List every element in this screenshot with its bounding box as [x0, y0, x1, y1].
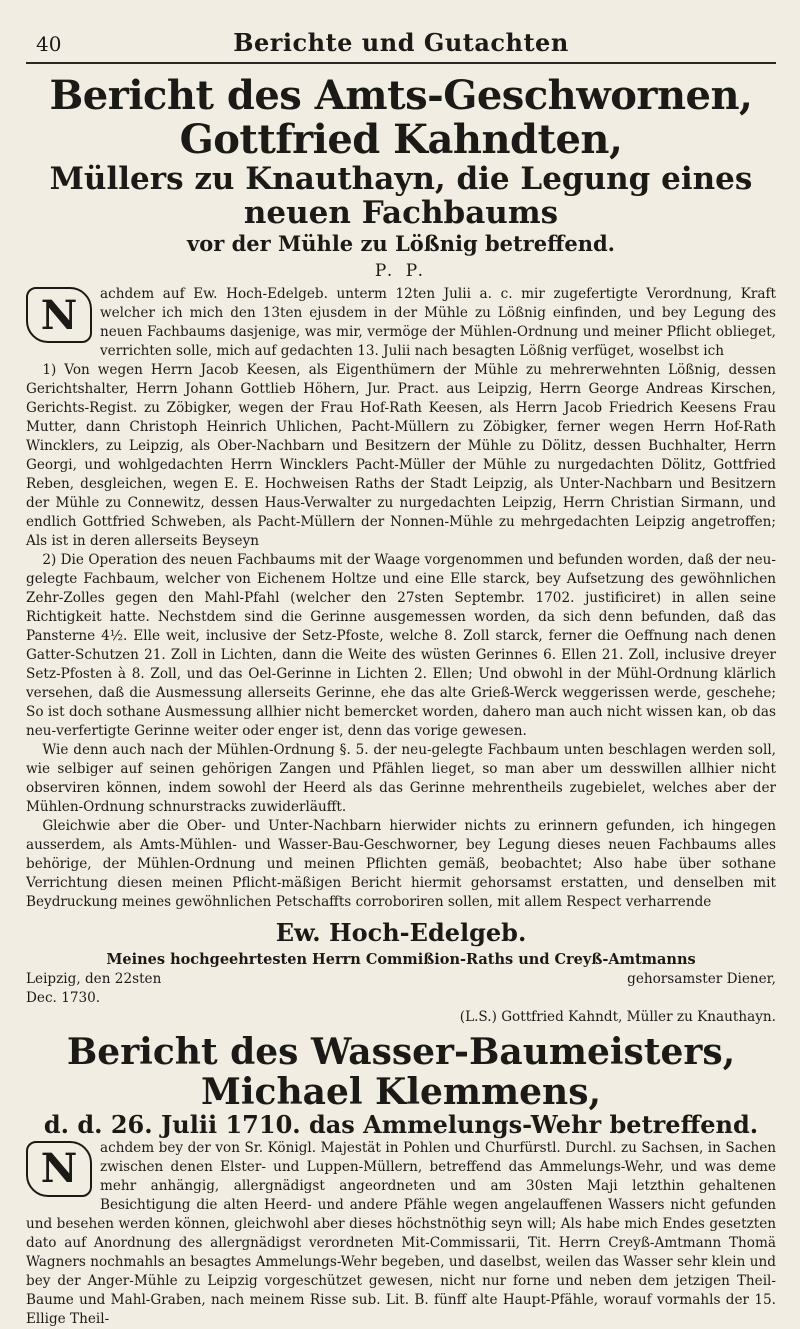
dropcap: N [26, 1141, 92, 1197]
ornament: P. P. [374, 261, 428, 282]
report1-title-line2: Müllers zu Knauthayn, die Legung eines neuen Fachbaums [49, 161, 753, 232]
report2-title [26, 1033, 776, 1139]
dropcap: N [26, 287, 92, 343]
report1-signoff: gehorsamster Diener, [627, 971, 776, 988]
running-title: Berichte und Gutachten [233, 28, 569, 57]
page-number: 40 [36, 32, 62, 56]
report1-title-line3: vor der Mühle zu Lößnig betreffend. [187, 231, 615, 257]
report1-point2: 2) Die Operation des neuen Fachbaums mit der Waage vorgenommen und befunden worden, daß der neu-gelegte Fachbaum, welcher von Eichenem Holtze und eine Elle starck, bey Aufsetzung des gewöhnlichen Zehr-Zolles gegen den Mahl-Pfahl (welcher den 27sten Septembr. 1702. justificiret) in allen seine Richtigkeit hatte. Nechstdem sind die Gerinne ausgemessen worden, da sich denn befunden, daß das Pansterne 4½. Elle weit, inclusive der Setz-Pfoste, welche 8. Zoll starck, ferner die Oeffnung nach denen Gatter-Schutzen 21. Zoll in Lichten, dann die Weite des wüsten Gerinnes 6. Ellen 21. Zoll, inclusive dreyer Setz-Pfosten à 8. Zoll, und das Oel-Gerinne in Lichten 2. Ellen; Und obwohl in der Mühl-Ordnung klärlich versehen, daß die Ausmessung allerseits Gerinne, ehe das alte Grieß-Werck weggerissen werde, geschehe; So ist doch sothane Ausmessung allhier nicht bemercket worden, dahero man auch nicht wissen kan, ob das neu-verfertigte Gerinne weiter oder enger ist, denn das vorige gewesen. [26, 552, 776, 740]
report1-closing: Ew. Hoch-Edelgeb. [275, 918, 527, 948]
report1-intro-text: achdem auf Ew. Hoch-Edelgeb. unterm 12ten Julii a. c. mir zugefertigte Verordnung, Kraft welcher ich mich den 13ten ejusdem in der Mühle zu Lößnig einfinden, und bey Legung des neuen Fachbaums dasjenige, was mir, vermöge der Mühlen-Ordnung und meiner Pflicht oblieget, verrichten solle, mich auf gedachten 13. Julii nach besagten Lößnig verfüget, woselbst ich [100, 286, 776, 360]
report1-title [26, 74, 776, 255]
report1-signature: (L.S.) Gottfried Kahndt, Müller zu Knauthayn. [459, 1009, 776, 1026]
report1-para4: Gleichwie aber die Ober- und Unter-Nachbarn hierwider nichts zu erinnern gefunden, ich hingegen ausserdem, als Amts-Mühlen- und Wasser-Bau-Geschworner, bey Legung dieses neuen Fachbaums alles behörige, der Mühlen-Ordnung und meinen Pflichten gemäß, beobachtet; Also habe über sothane Verrichtung diesen meinen Pflicht-mäßigen Bericht hiermit gehorsamst erstatten, und denselben mit Beydruckung meines gewöhnlichen Petschaffts corroboriren sollen, mit allem Respect verharrende [26, 818, 776, 911]
report1-salutation: Meines hochgeehrtesten Herrn Commißion-Raths und Creyß-Amtmanns [106, 951, 696, 969]
report1-point1: 1) Von wegen Herrn Jacob Keesen, als Eigenthümern der Mühle zu mehrerwehnten Lößnig, dessen Gerichtshalter, Herrn Johann Gottlieb Höhern, Jur. Pract. aus Leipzig, Herrn George Andreas Kirschen, Gerichts-Regist. zu Zöbigker, wegen der Frau Hof-Rath Keesen, als Herrn Jacob Friedrich Keesens Frau Mutter, dann Christoph Heinrich Uhlichen, Pacht-Müllern zu Zöbigker, ferner wegen Herrn Hof-Rath Wincklers, zu Leipzig, als Ober-Nachbarn und Besitzern der Mühle zu Dölitz, dessen Buchhalter, Herrn Georgi, und wohlgedachten Herrn Wincklers Pacht-Müller der Mühle zu nurgedachten Dölitz, Gottfried Reben, desgleichen, wegen E. E. Hochweisen Raths der Stadt Leipzig, als Unter-Nachbarn und Besitzern der Mühle zu Connewitz, dessen Haus-Verwalter zu nurgedachten Leipzig, Herrn Christian Sirmann, und endlich Gottfried Schweben, als Pacht-Müllern der Nonnen-Mühle zu mehrgedachten Leipzig angetroffen; Als ist in deren allerseits Beyseyn [26, 362, 776, 550]
report1-title-line1: Bericht des Amts-Geschwornen, Gottfried Kahndten, [49, 72, 753, 163]
report2-title-line1: Bericht des Wasser-Baumeisters, Michael Klemmens, [66, 1031, 736, 1113]
report2-title-line2: d. d. 26. Julii 1710. das Ammelungs-Wehr betreffend. [43, 1110, 759, 1140]
report1-signature-row [26, 1008, 776, 1027]
report1-para3: Wie denn auch nach der Mühlen-Ordnung §. 5. der neu-gelegte Fachbaum unten beschlagen werden soll, wie selbiger auf seinen gehörigen Zangen und Pfählen lieget, so man aber um desswillen allhier nicht observiren können, indem sowohl der Heerd als das Gerinne mehrentheils zugebielet, welches aber der Mühlen-Ordnung schnurstracks zuwiderläufft. [26, 742, 776, 816]
running-head [26, 28, 776, 64]
report2-body-text: achdem bey der von Sr. Königl. Majestät in Pohlen und Churfürstl. Durchl. zu Sachsen, in Sachen zwischen denen Elster- und Luppen-Müllern, betreffend das Ammelungs-Wehr, und was deme mehr anhängig, allergnädigst angeordneten und am 30sten Maji letzthin gehaltenen Besichtigung die alten Heerd- und andere Pfähle wegen angelauffenen Wassers nicht gefunden und besehen werden können, gleichwohl aber dieses höchstnöthig seyn will; Als habe mich Endes gesetzten dato auf Anordnung des allergnädigst verordneten Mit-Commissarii, Tit. Herrn Creyß-Amtmann Thomä Wagners nochmahls an besagtes Ammelungs-Wehr begeben, und daselbst, weilen das Wasser sehr klein und bey der Anger-Mühle zu Leipzig vorgeschützet gewesen, nicht nur forne und neben dem jetzigen Theil-Baume und Mahl-Graben, nach meinem Risse sub. Lit. B. fünff alte Haupt-Pfähle, worauf vormahls der 15. Ellige Theil- [26, 1139, 776, 1327]
report1-signature-block [26, 970, 776, 1008]
report1-place-date: Leipzig, den 22sten Dec. 1730. [26, 971, 162, 1007]
report2-body [26, 1139, 776, 1329]
report1-intro [26, 285, 776, 361]
